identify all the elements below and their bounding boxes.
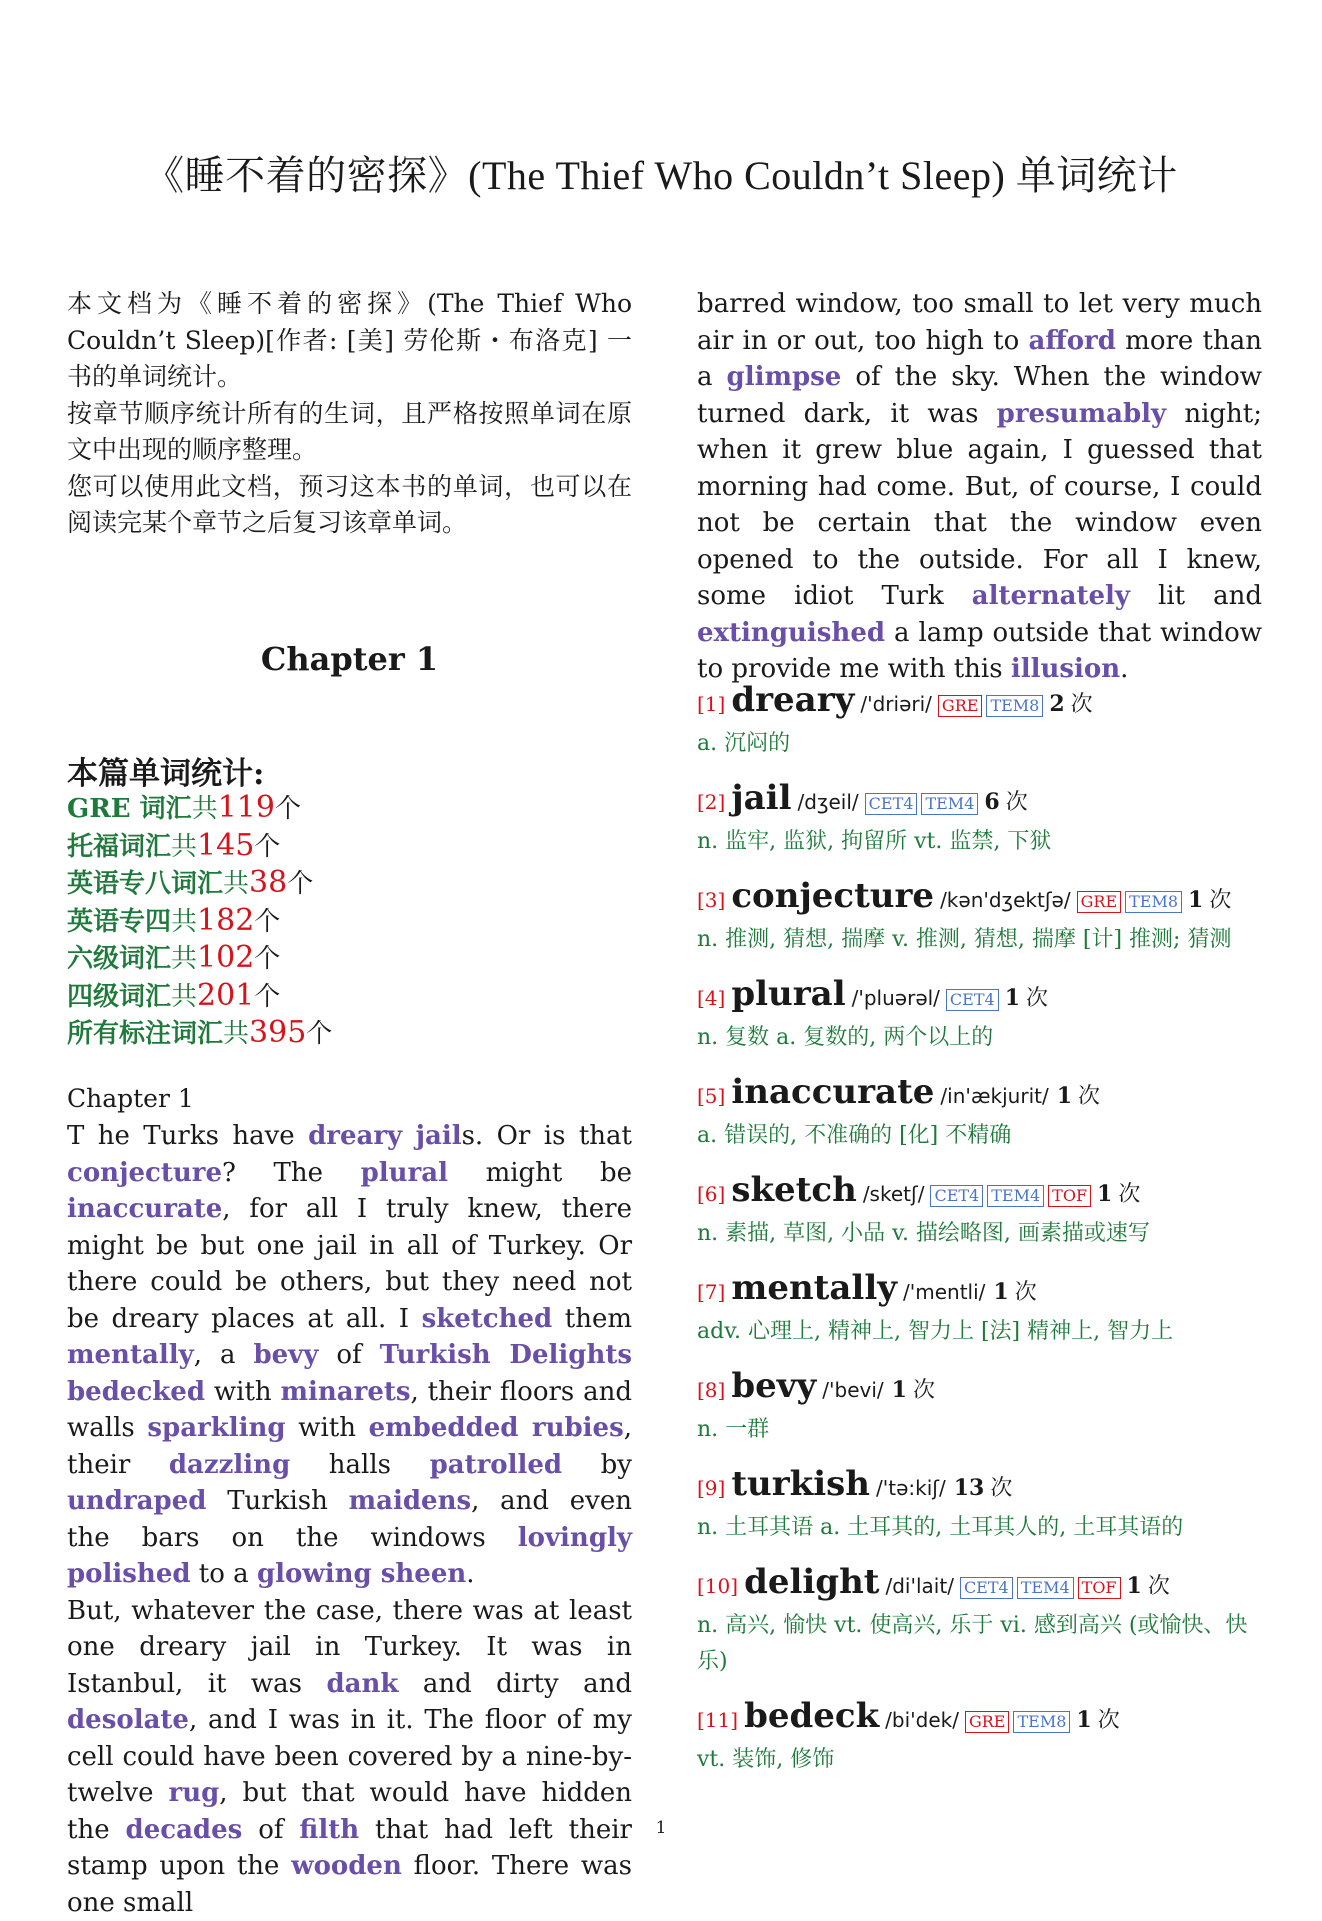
vocab-word: delight xyxy=(744,1562,880,1602)
vocab-word: dreary xyxy=(731,680,855,720)
vocab-phonetic: /bi'dek/ xyxy=(885,1708,959,1732)
vocab-word: bevy xyxy=(731,1366,817,1406)
vocab-tag-badge: TOF xyxy=(1048,1185,1091,1207)
vocab-count-unit: 次 xyxy=(990,1476,1013,1501)
vocab-tag-badge: TEM4 xyxy=(987,1185,1044,1207)
stat-row xyxy=(67,978,332,1016)
story-fragment: , their xyxy=(67,1413,633,1480)
vocab-number: [2] xyxy=(697,790,726,814)
vocab-entry-head xyxy=(697,1696,1267,1742)
vocab-phonetic: /'tə:kiʃ/ xyxy=(876,1476,946,1500)
vocab-phonetic: /dʒeil/ xyxy=(797,790,859,814)
stat-row xyxy=(67,865,332,903)
vocab-count-unit: 次 xyxy=(1118,1182,1141,1207)
story-fragment: , but that would have hidden the xyxy=(67,1778,632,1845)
vocab-tag-badge: TEM8 xyxy=(986,695,1043,717)
vocab-entry-head xyxy=(697,974,1267,1020)
story-text-right xyxy=(697,286,1262,688)
vocab-definition: n. 高兴, 愉快 vt. 使高兴, 乐于 vi. 感到高兴 (或愉快、快乐) xyxy=(697,1613,1248,1674)
vocab-entry xyxy=(697,1562,1267,1696)
vocab-entry-head xyxy=(697,876,1267,922)
vocab-count: 1 xyxy=(1076,1707,1092,1733)
stats-list xyxy=(67,790,332,1053)
vocab-definition: a. 沉闷的 xyxy=(697,731,791,756)
stat-unit: 个 xyxy=(254,906,281,937)
vocab-definition: n. 推测, 猜想, 揣摩 v. 推测, 猜想, 揣摩 [计] 推测; 猜测 xyxy=(697,927,1232,952)
vocab-number: [5] xyxy=(697,1084,726,1108)
vocab-tag-badge: TEM4 xyxy=(1017,1577,1074,1599)
story-fragment: Turkish xyxy=(206,1486,349,1516)
page-number: 1 xyxy=(655,1818,667,1838)
story-text-left xyxy=(67,1118,632,1921)
stat-count: 182 xyxy=(197,902,255,938)
vocab-entry-head xyxy=(697,778,1267,824)
stat-label: 四级词汇 xyxy=(67,981,172,1012)
vocab-tag-badge: GRE xyxy=(1077,891,1122,913)
chapter-label: Chapter 1 xyxy=(67,1084,194,1113)
vocab-tag-badge: CET4 xyxy=(930,1185,983,1207)
story-fragment: them xyxy=(552,1303,633,1334)
vocab-count: 1 xyxy=(1056,1083,1073,1109)
vocab-phonetic: /'pluərəl/ xyxy=(851,986,940,1010)
vocab-entry xyxy=(697,778,1267,876)
vocab-entry xyxy=(697,1072,1267,1170)
vocab-entry-head xyxy=(697,1170,1267,1216)
vocab-entry-head xyxy=(697,1464,1267,1510)
vocab-count-unit: 次 xyxy=(1209,888,1232,913)
highlighted-word: bedecked xyxy=(67,1376,206,1407)
stat-unit: 个 xyxy=(306,1019,333,1049)
vocab-tag-badge: GRE xyxy=(938,695,983,717)
highlighted-word: glimpse xyxy=(726,362,842,392)
story-fragment: But, whatever the case, there was at least one dreary jail in Turkey. It was in Istanbul, it was xyxy=(67,1595,632,1699)
vocab-tag-badge: TEM4 xyxy=(921,793,978,815)
highlighted-word: dank xyxy=(326,1668,399,1699)
vocab-count: 6 xyxy=(984,789,1000,815)
vocab-entry-head xyxy=(697,1366,1267,1412)
story-fragment: floor. There was one small xyxy=(67,1851,632,1918)
vocab-entry xyxy=(697,1366,1267,1464)
vocab-number: [1] xyxy=(697,692,726,716)
story-fragment: to a xyxy=(190,1559,257,1589)
right-column xyxy=(697,286,1262,688)
vocab-phonetic: /in'ækjurit/ xyxy=(940,1084,1049,1108)
vocab-count-unit: 次 xyxy=(1070,692,1093,717)
story-fragment: of xyxy=(318,1340,380,1370)
vocab-tag-badge: CET4 xyxy=(960,1577,1013,1599)
vocab-number: [3] xyxy=(697,888,726,912)
story-fragment: that had left their stamp upon the xyxy=(67,1814,632,1881)
vocab-list xyxy=(697,680,1267,1794)
stat-label: 所有标注词汇 xyxy=(67,1019,224,1049)
stat-count: 145 xyxy=(197,827,255,863)
story-fragment: , their floors and walls xyxy=(67,1376,632,1443)
story-fragment: , and even the bars on the windows xyxy=(67,1486,632,1553)
document-title: 《睡不着的密探》(The Thief Who Couldn’t Sleep) 单词统计 xyxy=(144,153,1178,198)
vocab-definition: n. 复数 a. 复数的, 两个以上的 xyxy=(697,1025,994,1050)
highlighted-word: undraped xyxy=(67,1486,207,1516)
vocab-word: sketch xyxy=(731,1170,857,1210)
highlighted-word: dazzling xyxy=(168,1449,291,1480)
stat-row xyxy=(67,940,332,978)
story-fragment: and dirty and xyxy=(398,1668,632,1699)
vocab-count: 1 xyxy=(1126,1573,1142,1599)
vocab-definition: adv. 心理上, 精神上, 智力上 [法] 精神上, 智力上 xyxy=(697,1319,1174,1344)
vocab-word: mentally xyxy=(731,1268,897,1308)
stat-gong: 共 xyxy=(171,944,198,974)
highlighted-word: rug xyxy=(168,1778,220,1808)
vocab-count-unit: 次 xyxy=(1005,790,1028,815)
stats-heading: 本篇单词统计: xyxy=(67,756,265,792)
highlighted-word: decades xyxy=(125,1814,243,1845)
highlighted-word: patrolled xyxy=(429,1449,563,1480)
stat-gong: 共 xyxy=(223,1019,250,1049)
stat-label: 托福词汇 xyxy=(67,831,172,862)
story-fragment: more than a xyxy=(697,325,1262,392)
vocab-word: bedeck xyxy=(744,1696,880,1736)
highlighted-word: sparkling xyxy=(147,1413,286,1443)
vocab-count: 1 xyxy=(1188,887,1204,913)
story-fragment: night; when it grew blue again, I guessed that morning had come. But, of course, I could not be certain that the window even opened to the outside. For all I knew, some idiot Turk xyxy=(697,398,1262,611)
vocab-tag-badge: CET4 xyxy=(865,793,918,815)
story-fragment: with xyxy=(205,1376,281,1407)
stat-row xyxy=(67,790,332,828)
highlighted-word: presumably xyxy=(996,398,1167,429)
stat-count: 102 xyxy=(197,940,255,975)
stat-unit: 个 xyxy=(287,869,314,899)
story-fragment: halls xyxy=(290,1449,430,1480)
stat-count: 119 xyxy=(217,790,275,825)
vocab-count: 1 xyxy=(1004,985,1021,1011)
vocab-word: jail xyxy=(731,778,792,818)
stat-gong: 共 xyxy=(191,794,218,824)
stat-unit: 个 xyxy=(254,981,281,1012)
vocab-definition: n. 素描, 草图, 小品 v. 描绘略图, 画素描或速写 xyxy=(697,1221,1150,1246)
vocab-entry-head xyxy=(697,1562,1267,1608)
vocab-definition: n. 监牢, 监狱, 拘留所 vt. 监禁, 下狱 xyxy=(697,829,1052,854)
vocab-count-unit: 次 xyxy=(1097,1708,1120,1733)
vocab-entry-head xyxy=(697,1268,1267,1314)
highlighted-word: embedded rubies xyxy=(368,1413,624,1443)
vocab-entry xyxy=(697,1170,1267,1268)
vocab-entry xyxy=(697,876,1267,974)
intro-paragraph: 按章节顺序统计所有的生词，且严格按照单词在原文中出现的顺序整理。 xyxy=(67,398,632,464)
story-fragment: . xyxy=(1120,654,1129,684)
stat-row xyxy=(67,828,332,866)
vocab-phonetic: /'bevi/ xyxy=(822,1378,884,1402)
highlighted-word: wooden xyxy=(291,1851,402,1881)
vocab-definition: n. 土耳其语 a. 土耳其的, 土耳其人的, 土耳其语的 xyxy=(697,1515,1184,1540)
highlighted-word: glowing sheen xyxy=(256,1559,467,1589)
story-fragment: , for all I truly knew, there might be but one jail in all of Turkey. Or there could be others, but they need not be dreary places at all. I xyxy=(67,1194,632,1334)
vocab-tag-badge: CET4 xyxy=(946,989,999,1011)
highlighted-word: afford xyxy=(1028,325,1116,356)
vocab-phonetic: /sketʃ/ xyxy=(862,1182,925,1206)
stat-count: 201 xyxy=(197,977,255,1013)
stat-count: 395 xyxy=(249,1015,307,1050)
stat-count: 38 xyxy=(249,865,288,900)
story-fragment: lit and xyxy=(1130,581,1262,611)
story-fragment: ? The xyxy=(222,1157,361,1188)
story-fragment: with xyxy=(285,1413,369,1443)
vocab-phonetic: /di'lait/ xyxy=(885,1574,954,1598)
vocab-phonetic: /'driəri/ xyxy=(860,692,932,716)
vocab-count: 2 xyxy=(1049,691,1065,717)
highlighted-word: jail xyxy=(415,1121,462,1151)
highlighted-word: inaccurate xyxy=(67,1194,223,1224)
vocab-tag-badge: TEM8 xyxy=(1013,1711,1070,1733)
vocab-count: 1 xyxy=(1097,1181,1113,1207)
vocab-entry xyxy=(697,680,1267,778)
stat-unit: 个 xyxy=(274,794,301,824)
highlighted-word: desolate xyxy=(67,1705,189,1735)
highlighted-word: extinguished xyxy=(697,617,886,648)
stat-row xyxy=(67,1015,332,1053)
vocab-count: 1 xyxy=(891,1377,907,1403)
story-fragment: , and I was in it. The floor of my cell could have been covered by a nine-by-twelve xyxy=(67,1705,632,1808)
stat-gong: 共 xyxy=(171,831,198,862)
chapter-heading: Chapter 1 xyxy=(260,640,439,678)
vocab-word: inaccurate xyxy=(731,1072,935,1112)
vocab-tag-badge: GRE xyxy=(965,1711,1010,1733)
vocab-word: conjecture xyxy=(731,876,935,916)
stat-label: 六级词汇 xyxy=(67,944,172,974)
story-fragment: T he Turks have xyxy=(67,1121,309,1151)
vocab-definition: vt. 装饰, 修饰 xyxy=(697,1747,835,1772)
vocab-entry xyxy=(697,1464,1267,1562)
stat-row xyxy=(67,903,332,941)
stat-label: 英语专八词汇 xyxy=(67,869,224,899)
vocab-number: [11] xyxy=(697,1708,739,1732)
highlighted-word: mentally xyxy=(67,1340,194,1370)
intro-paragraph: 您可以使用此文档，预习这本书的单词，也可以在阅读完某个章节之后复习该章单词。 xyxy=(67,471,632,537)
highlighted-word: illusion xyxy=(1010,654,1121,684)
vocab-number: [10] xyxy=(697,1574,739,1598)
vocab-phonetic: /'mentli/ xyxy=(903,1280,986,1304)
vocab-word: turkish xyxy=(731,1464,871,1504)
vocab-definition: n. 一群 xyxy=(697,1417,770,1442)
highlighted-word: Turkish Delights xyxy=(379,1340,633,1370)
stat-label: GRE 词汇 xyxy=(67,794,192,824)
vocab-count-unit: 次 xyxy=(1147,1574,1170,1599)
stat-gong: 共 xyxy=(223,869,250,899)
highlighted-word: plural xyxy=(360,1157,448,1188)
highlighted-word: lovingly polished xyxy=(67,1522,632,1589)
vocab-phonetic: /kən'dʒektʃə/ xyxy=(940,888,1071,912)
vocab-count-unit: 次 xyxy=(912,1378,935,1403)
intro-block xyxy=(67,286,632,542)
stat-label: 英语专四 xyxy=(67,906,172,937)
intro-paragraph: 本文档为《睡不着的密探》(The Thief Who Couldn’t Sleep)[作者: [美] 劳伦斯・布洛克] 一书的单词统计。 xyxy=(67,289,632,391)
story-fragment: of xyxy=(242,1814,300,1845)
stat-unit: 个 xyxy=(254,831,281,862)
stat-gong: 共 xyxy=(171,981,198,1012)
vocab-count: 13 xyxy=(953,1475,985,1501)
highlighted-word: bevy xyxy=(253,1340,319,1370)
vocab-number: [9] xyxy=(697,1476,726,1500)
vocab-tag-badge: TOF xyxy=(1078,1577,1121,1599)
story-fragment: barred window, too small to let very much air in or out, too high to xyxy=(697,289,1262,356)
vocab-number: [8] xyxy=(697,1378,726,1402)
vocab-count: 1 xyxy=(993,1279,1009,1305)
story-fragment: a lamp outside that window to provide me with this xyxy=(697,617,1262,684)
highlighted-word: sketched xyxy=(421,1303,553,1334)
vocab-entry-head xyxy=(697,1072,1267,1118)
story-fragment: of the sky. When the window turned dark, it was xyxy=(697,362,1263,429)
vocab-entry xyxy=(697,974,1267,1072)
vocab-entry xyxy=(697,1268,1267,1366)
story-fragment: s. Or is that xyxy=(461,1121,632,1151)
stat-unit: 个 xyxy=(254,944,281,974)
vocab-number: [6] xyxy=(697,1182,726,1206)
story-fragment: might be xyxy=(447,1157,632,1188)
vocab-entry xyxy=(697,1696,1267,1794)
vocab-word: plural xyxy=(731,974,846,1014)
vocab-number: [7] xyxy=(697,1280,726,1304)
highlighted-word: filth xyxy=(299,1814,360,1845)
highlighted-word: conjecture xyxy=(67,1157,223,1188)
story-fragment: . xyxy=(466,1559,475,1589)
highlighted-word: minarets xyxy=(280,1376,411,1407)
vocab-count-unit: 次 xyxy=(1014,1280,1037,1305)
vocab-tag-badge: TEM8 xyxy=(1125,891,1182,913)
highlighted-word: alternately xyxy=(971,581,1130,611)
highlighted-word: dreary xyxy=(308,1121,403,1151)
vocab-count-unit: 次 xyxy=(1026,986,1049,1011)
vocab-definition: a. 错误的, 不准确的 [化] 不精确 xyxy=(697,1123,1012,1148)
story-fragment xyxy=(402,1121,415,1151)
story-fragment: by xyxy=(562,1449,632,1480)
highlighted-word: maidens xyxy=(348,1486,472,1516)
stat-gong: 共 xyxy=(171,906,198,937)
story-fragment: , a xyxy=(193,1340,254,1370)
vocab-entry-head xyxy=(697,680,1267,726)
vocab-number: [4] xyxy=(697,986,726,1010)
vocab-count-unit: 次 xyxy=(1078,1084,1101,1109)
